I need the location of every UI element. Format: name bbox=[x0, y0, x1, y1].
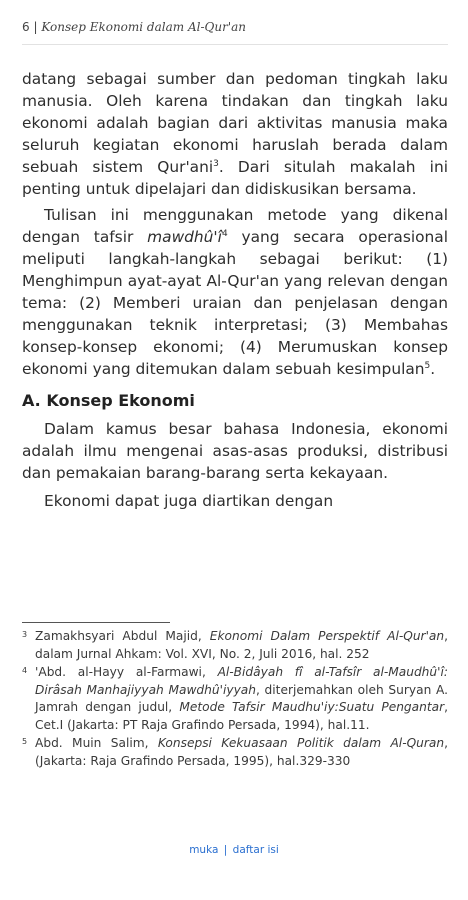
footnote-5 bbox=[22, 735, 448, 770]
footnote-divider bbox=[22, 622, 170, 623]
footnotes bbox=[22, 628, 448, 771]
page-number: 6 bbox=[22, 20, 30, 34]
paragraph-2-period: . bbox=[430, 360, 436, 378]
link-muka[interactable]: muka bbox=[189, 844, 219, 856]
link-daftar-isi[interactable]: daftar isi bbox=[232, 844, 279, 856]
footnote-3 bbox=[22, 628, 448, 663]
footnote-ref-5[interactable]: 5 bbox=[424, 360, 431, 371]
footnote-text: 'Abd. al-Hayy al-Farmawi, Al-Bidâyah fî al-Tafsîr al-Maudhû'î: Dirâsah Manhajiyyah Mawdhû'iyyah, diterjemahkan oleh Suryan A. Jamrah dengan judul, Metode Tafsir Maudhu'iy:Suatu Pengantar, Cet.I (Jakarta: PT Raja Grafindo Persada, 1994), hal.11. bbox=[35, 665, 448, 732]
paragraph-1 bbox=[22, 68, 448, 200]
term-mawdhui: mawdhû'î bbox=[147, 228, 222, 246]
footnote-number: 5 bbox=[22, 737, 28, 746]
page-header bbox=[22, 20, 452, 34]
footnote-number: 4 bbox=[22, 666, 28, 675]
paragraph-3: Dalam kamus besar bahasa Indonesia, ekonomi adalah ilmu mengenai asas-asas produksi, distribusi dan pemakaian barang-barang serta kekayaan. bbox=[22, 420, 448, 482]
paragraph-2-text: Tulisan ini menggunakan metode yang dikenal dengan tafsir bbox=[22, 206, 448, 246]
footnote-text: Zamakhsyari Abdul Majid, Ekonomi Dalam Perspektif Al-Qur'an, dalam Jurnal Ahkam: Vol. XVI, No. 2, Juli 2016, hal. 252 bbox=[35, 629, 448, 661]
footnote-text: Abd. Muin Salim, Konsepsi Kekuasaan Politik dalam Al-Quran, (Jakarta: Raja Grafindo Persada, 1995), hal.329-330 bbox=[35, 736, 448, 768]
paragraph-1-text: datang sebagai sumber dan pedoman tingkah laku manusia. Oleh karena tindakan dan tingkah laku ekonomi adalah bagian dari aktivitas manusia maka seluruh kegiatan ekonomi haruslah berada dalam sebuah sistem Qur'ani bbox=[22, 70, 448, 176]
header-divider bbox=[22, 44, 448, 45]
section-heading: A. Konsep Ekonomi bbox=[22, 391, 195, 410]
paragraph-1-text-end: . Dari situlah makalah ini penting untuk dipelajari dan didiskusikan bersama. bbox=[22, 158, 448, 198]
footnote-ref-3[interactable]: 3 bbox=[213, 158, 219, 169]
main-text bbox=[22, 68, 448, 512]
footer-separator: | bbox=[223, 844, 228, 856]
paragraph-2 bbox=[22, 204, 448, 380]
paragraph-2-text-end: yang secara operasional meliputi langkah-langkah sebagai berikut: (1) Menghimpun ayat-ayat Al-Qur'an yang relevan dengan tema: (2) Memberi uraian dan penjelasan dengan menggunakan teknik interpretasi; (3) Membahas konsep-konsep ekonomi; (4) Merumuskan konsep ekonomi yang ditemukan dalam sebuah kesimpulan bbox=[22, 228, 448, 378]
footnote-number: 3 bbox=[22, 630, 28, 639]
footnote-4 bbox=[22, 664, 448, 734]
footnote-ref-4[interactable]: 4 bbox=[221, 228, 228, 239]
paragraph-4: Ekonomi dapat juga diartikan dengan bbox=[44, 492, 334, 510]
footer-navigation bbox=[0, 844, 468, 856]
header-separator: | bbox=[33, 20, 38, 34]
running-title: Konsep Ekonomi dalam Al-Qur'an bbox=[41, 20, 246, 34]
